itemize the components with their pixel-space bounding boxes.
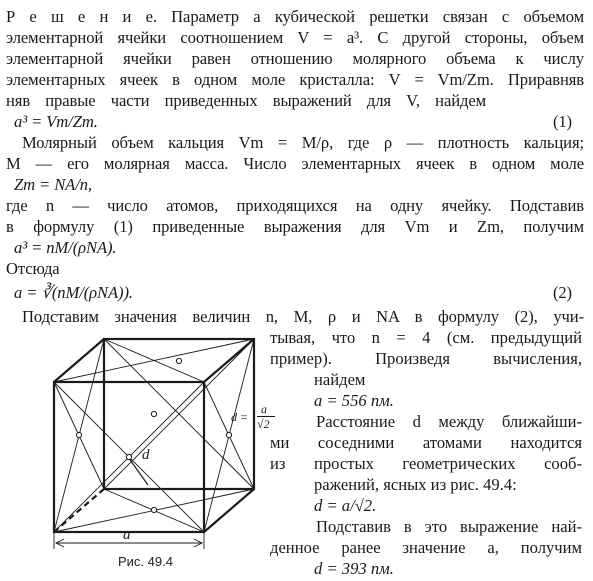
right-line-8 — [270, 474, 582, 495]
line-5 — [6, 90, 486, 111]
line-8 — [6, 153, 584, 174]
formula-denominator: √2 — [257, 417, 270, 431]
paragraph-text: M — его молярная масса. Число элементарных ячеек в одном моле — [6, 154, 584, 173]
line-11 — [6, 216, 584, 237]
formula-d: d = a/√2. — [314, 496, 377, 515]
right-line-10 — [316, 516, 582, 537]
equation-text: a³ = nM/(ρNA). — [14, 238, 117, 257]
paragraph-text: Подставим значения величин n, M, ρ и NA в формулу (2), учи- — [22, 307, 584, 326]
line-10 — [6, 195, 584, 216]
atom-dot — [176, 358, 181, 363]
paragraph-text: Молярный объем кальция Vm = M/ρ, где ρ — плотность кальция; — [22, 133, 584, 152]
right-line-12 — [270, 558, 582, 579]
figure-caption: Рис. 49.4 — [118, 554, 173, 569]
paragraph-text: в формулу (1) приведенные выражения для Vm и Zm, получим — [6, 217, 584, 236]
paragraph-text: из простых геометрических сооб- — [270, 454, 582, 473]
formula-prefix: d = — [231, 410, 249, 424]
right-line-1 — [270, 327, 582, 348]
paragraph-text: няв правые части приведенных выражений для V, найдем — [6, 91, 486, 110]
cubic-lattice-figure — [20, 327, 270, 557]
equation-a3 — [6, 237, 584, 258]
equation-number: (1) — [552, 112, 572, 131]
equation-1 — [6, 111, 584, 132]
line-1 — [6, 6, 584, 27]
equation-text: a = ∛(nM/(ρNA)). — [14, 283, 133, 302]
atom-dot — [126, 454, 131, 459]
paragraph-text: элементарной ячейки соотношением V = a³. С другой стороны, объем — [6, 28, 584, 47]
paragraph-text: денное ранее значение a, получим — [270, 538, 582, 557]
paragraph-text: где n — число атомов, приходящихся на одну ячейку. Подставив — [6, 196, 584, 215]
paragraph-text: пример). Произведя вычисления, — [270, 349, 582, 368]
result-a: a = 556 пм. — [314, 391, 394, 410]
equation-number: (2) — [552, 283, 572, 302]
paragraph-text: ми соседними атомами находится — [270, 433, 582, 452]
right-line-4 — [270, 390, 582, 411]
line-2 — [6, 27, 584, 48]
right-line-6 — [270, 432, 582, 453]
atom-dot — [151, 507, 156, 512]
paragraph-text: Отсюда — [6, 259, 60, 278]
solution-intro-text: Р е ш е н и е. Параметр a кубической решетки связан с объемом — [6, 7, 584, 26]
line-4 — [6, 69, 584, 90]
atom-dot — [226, 432, 231, 437]
right-line-3 — [270, 369, 582, 390]
line-13 — [6, 258, 584, 279]
paragraph-text: элементарной ячейки равен отношению молярного объема к числу — [6, 49, 584, 68]
formula-numerator: a — [261, 402, 267, 416]
line-7 — [22, 132, 584, 153]
atom-dot — [76, 432, 81, 437]
right-line-5 — [316, 411, 582, 432]
equation-2 — [6, 282, 584, 303]
right-line-9 — [270, 495, 582, 516]
atom-dot — [151, 411, 156, 416]
paragraph-text: Подставив в это выражение най- — [316, 517, 582, 536]
equation-text: Zm = NA/n, — [14, 175, 92, 194]
right-line-11 — [270, 537, 582, 558]
label-d: d — [142, 447, 150, 463]
right-line-2 — [270, 348, 582, 369]
right-line-7 — [270, 453, 582, 474]
result-d: d = 393 пм. — [314, 559, 394, 578]
equation-zm — [6, 174, 584, 195]
label-a: a — [123, 527, 131, 543]
paragraph-text: элементарных ячеек в одном моле кристалла: V = Vm/Zm. Приравняв — [6, 70, 584, 89]
line-3 — [6, 48, 584, 69]
equation-text: a³ = Vm/Zm. — [14, 112, 98, 131]
paragraph-text: ражений, ясных из рис. 49.4: — [314, 475, 517, 494]
paragraph-text: найдем — [314, 370, 366, 389]
paragraph-text: тывая, что n = 4 (см. предыдущий — [270, 328, 582, 347]
paragraph-text: Расстояние d между ближайши- — [316, 412, 582, 431]
line-15 — [22, 306, 584, 327]
